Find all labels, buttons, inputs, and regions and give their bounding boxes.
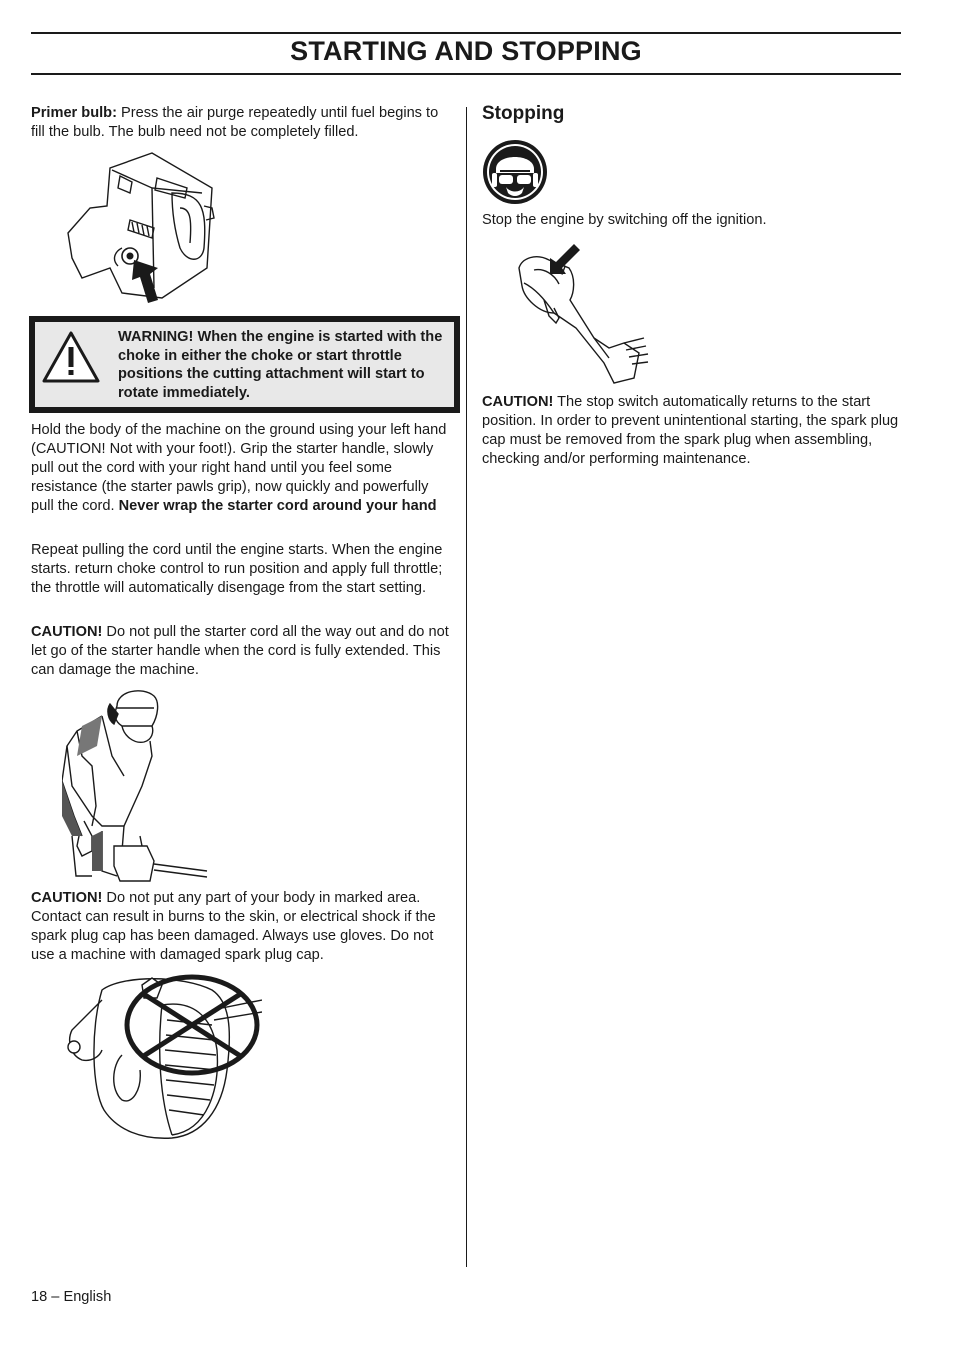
warning-text: WARNING! When the engine is started with the choke in either the choke or start throttle positions the cutting attachment will start to rotate immediately. xyxy=(118,329,443,401)
warning-box xyxy=(29,316,460,413)
caution-body-paragraph xyxy=(31,889,451,965)
page-footer: 18 – English xyxy=(31,1289,112,1305)
primer-bulb-paragraph xyxy=(31,104,451,142)
repeat-pulling-paragraph: Repeat pulling the cord until the engine starts. When the engine starts. return choke control to run position and apply full throttle; the throttle will automatically disengage from the start setting. xyxy=(31,542,443,596)
hold-machine-bold: Never wrap the starter cord around your hand xyxy=(118,498,437,514)
stopping-heading: Stopping xyxy=(482,103,565,124)
primer-bulb-illustration xyxy=(62,148,222,308)
hold-machine-text: Hold the body of the machine on the ground using your left hand (CAUTION! Not with your foot!). Grip the starter handle, slowly pull out the cord with your right hand until you feel some resistance (the starter pawls grip), now quickly and powerfully pull the cord. xyxy=(31,422,447,514)
header-top-rule xyxy=(31,32,901,34)
caution-stop-text: The stop switch automatically returns to the start position. In order to prevent unintentional starting, the spark plug cap must be removed from the spark plug when assembling, checking and/or performing maintenance. xyxy=(482,394,899,467)
primer-bulb-text: Press the air purge repeatedly until fuel begins to fill the bulb. The bulb need not be completely filled. xyxy=(31,105,439,140)
caution-starter-cord-text: Do not pull the starter cord all the way out and do not let go of the starter handle when the cord is fully extended. This can damage the machine. xyxy=(31,624,449,678)
caution-starter-cord-paragraph xyxy=(31,623,451,680)
header-bottom-rule xyxy=(31,73,901,75)
engine-prohibited-area-illustration xyxy=(62,970,262,1142)
caution-stop-label: CAUTION! xyxy=(482,394,554,410)
primer-bulb-label: Primer bulb: xyxy=(31,105,117,121)
protective-equipment-icon xyxy=(482,139,548,205)
hold-machine-paragraph xyxy=(31,421,451,516)
stop-engine-paragraph: Stop the engine by switching off the ignition. xyxy=(482,212,767,228)
caution-stop-switch-paragraph xyxy=(482,393,902,469)
caution-body-text: Do not put any part of your body in marked area. Contact can result in burns to the skin, or electrical shock if the spark plug cap has been damaged. Always use gloves. Do not use a machine with damaged spark plug cap. xyxy=(31,890,436,963)
warning-triangle-icon xyxy=(41,330,101,384)
person-starting-illustration xyxy=(62,686,212,886)
caution-body-label: CAUTION! xyxy=(31,890,103,906)
column-divider xyxy=(466,107,467,1267)
stop-switch-handle-illustration xyxy=(514,238,654,388)
page-title: STARTING AND STOPPING xyxy=(290,36,642,66)
caution-label: CAUTION! xyxy=(31,624,103,640)
warning-box-inner xyxy=(35,322,454,407)
